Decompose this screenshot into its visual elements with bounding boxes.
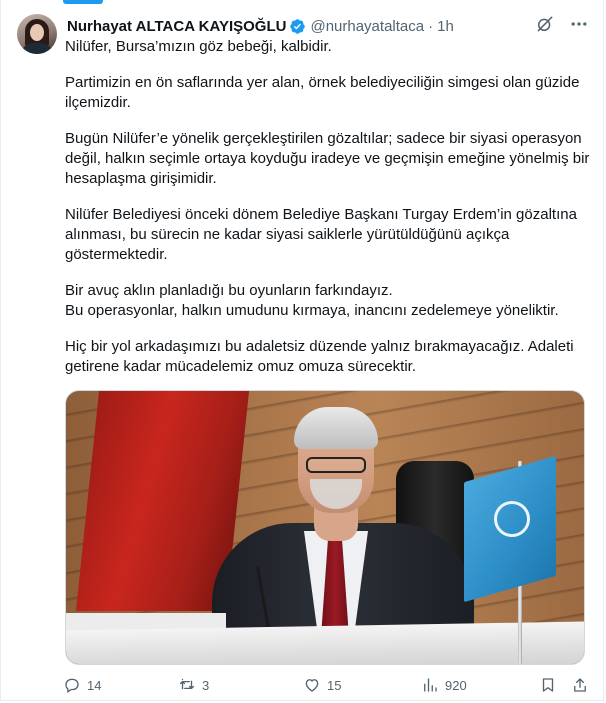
bookmark-icon bbox=[539, 676, 557, 694]
tweet-paragraph: değil, halkın seçimle ortaya koyduğu iradeye ve geçmişin emeğine yönelmiş bir bbox=[65, 150, 590, 167]
author-handle[interactable]: @nurhayataltaca bbox=[310, 17, 425, 35]
tweet-header bbox=[67, 16, 454, 36]
like-count: 15 bbox=[327, 677, 342, 693]
tweet-paragraph: Bugün Nilüfer’e yönelik gerçekleştirilen gözaltılar; sadece bir siyasi operasyon bbox=[65, 130, 582, 147]
photo-hair bbox=[294, 407, 378, 449]
avatar-body bbox=[21, 43, 53, 54]
reply-count: 14 bbox=[87, 677, 102, 693]
tweet-text bbox=[65, 37, 589, 377]
reply-icon bbox=[63, 676, 81, 694]
bookmark-button[interactable] bbox=[539, 674, 557, 696]
share-icon bbox=[571, 676, 589, 694]
reply-button[interactable] bbox=[63, 674, 101, 696]
tweet-paragraph: Nilüfer, Bursa’mızın göz bebeği, kalbidir. bbox=[65, 38, 332, 55]
tweet-paragraph: Hiç bir yol arkadaşımızı bu adaletsiz düzende yalnız bırakmayacağız. Adaleti bbox=[65, 338, 574, 355]
tweet-paragraph: getirene kadar mücadelemiz omuz omuza sürecektir. bbox=[65, 358, 416, 375]
verified-badge-icon[interactable] bbox=[289, 18, 306, 35]
tweet-paragraph: Bir avuç aklın planladığı bu oyunların farkındayız. bbox=[65, 282, 393, 299]
tweet-paragraph: ilçemizdir. bbox=[65, 94, 131, 111]
tweet-actions bbox=[63, 674, 591, 696]
tweet-paragraph: Partimizin en ön saflarında yer alan, örnek belediyeciliğin simgesi olan güzide bbox=[65, 74, 580, 91]
tweet-photo[interactable] bbox=[65, 390, 585, 665]
share-button[interactable] bbox=[571, 674, 589, 696]
like-icon bbox=[303, 676, 321, 694]
tweet-paragraph: alınması, bu sürecin ne kadar siyasi saiklerle yürütüldüğünü açıkça bbox=[65, 226, 510, 243]
tweet-paragraph: Bu operasyonlar, halkın umudunu kırmaya, inancını zedelemeye yöneliktir. bbox=[65, 302, 559, 319]
photo-glasses bbox=[306, 457, 366, 473]
avatar[interactable] bbox=[17, 14, 57, 54]
retweet-button[interactable] bbox=[178, 674, 209, 696]
tweet-time[interactable]: 1h bbox=[437, 17, 454, 35]
avatar-face bbox=[30, 24, 44, 41]
header-actions bbox=[535, 14, 589, 34]
author-display-name[interactable]: Nurhayat ALTACA KAYIŞOĞLU bbox=[67, 17, 287, 35]
grok-icon[interactable] bbox=[535, 14, 555, 34]
view-count: 920 bbox=[445, 677, 467, 693]
like-button[interactable] bbox=[303, 674, 341, 696]
views-icon bbox=[421, 676, 439, 694]
more-icon[interactable] bbox=[569, 14, 589, 34]
photo-flag-emblem bbox=[494, 501, 530, 537]
tweet-paragraph: Nilüfer Belediyesi önceki dönem Belediye Başkanı Turgay Erdem’in gözaltına bbox=[65, 206, 577, 223]
views-button[interactable] bbox=[421, 674, 467, 696]
tweet-paragraph: hesaplaşma girişimidir. bbox=[65, 170, 217, 187]
retweet-count: 3 bbox=[202, 677, 210, 693]
separator-dot: · bbox=[428, 17, 434, 35]
retweet-icon bbox=[178, 676, 196, 694]
thread-accent bbox=[63, 0, 103, 4]
tweet-paragraph: göstermektedir. bbox=[65, 246, 168, 263]
